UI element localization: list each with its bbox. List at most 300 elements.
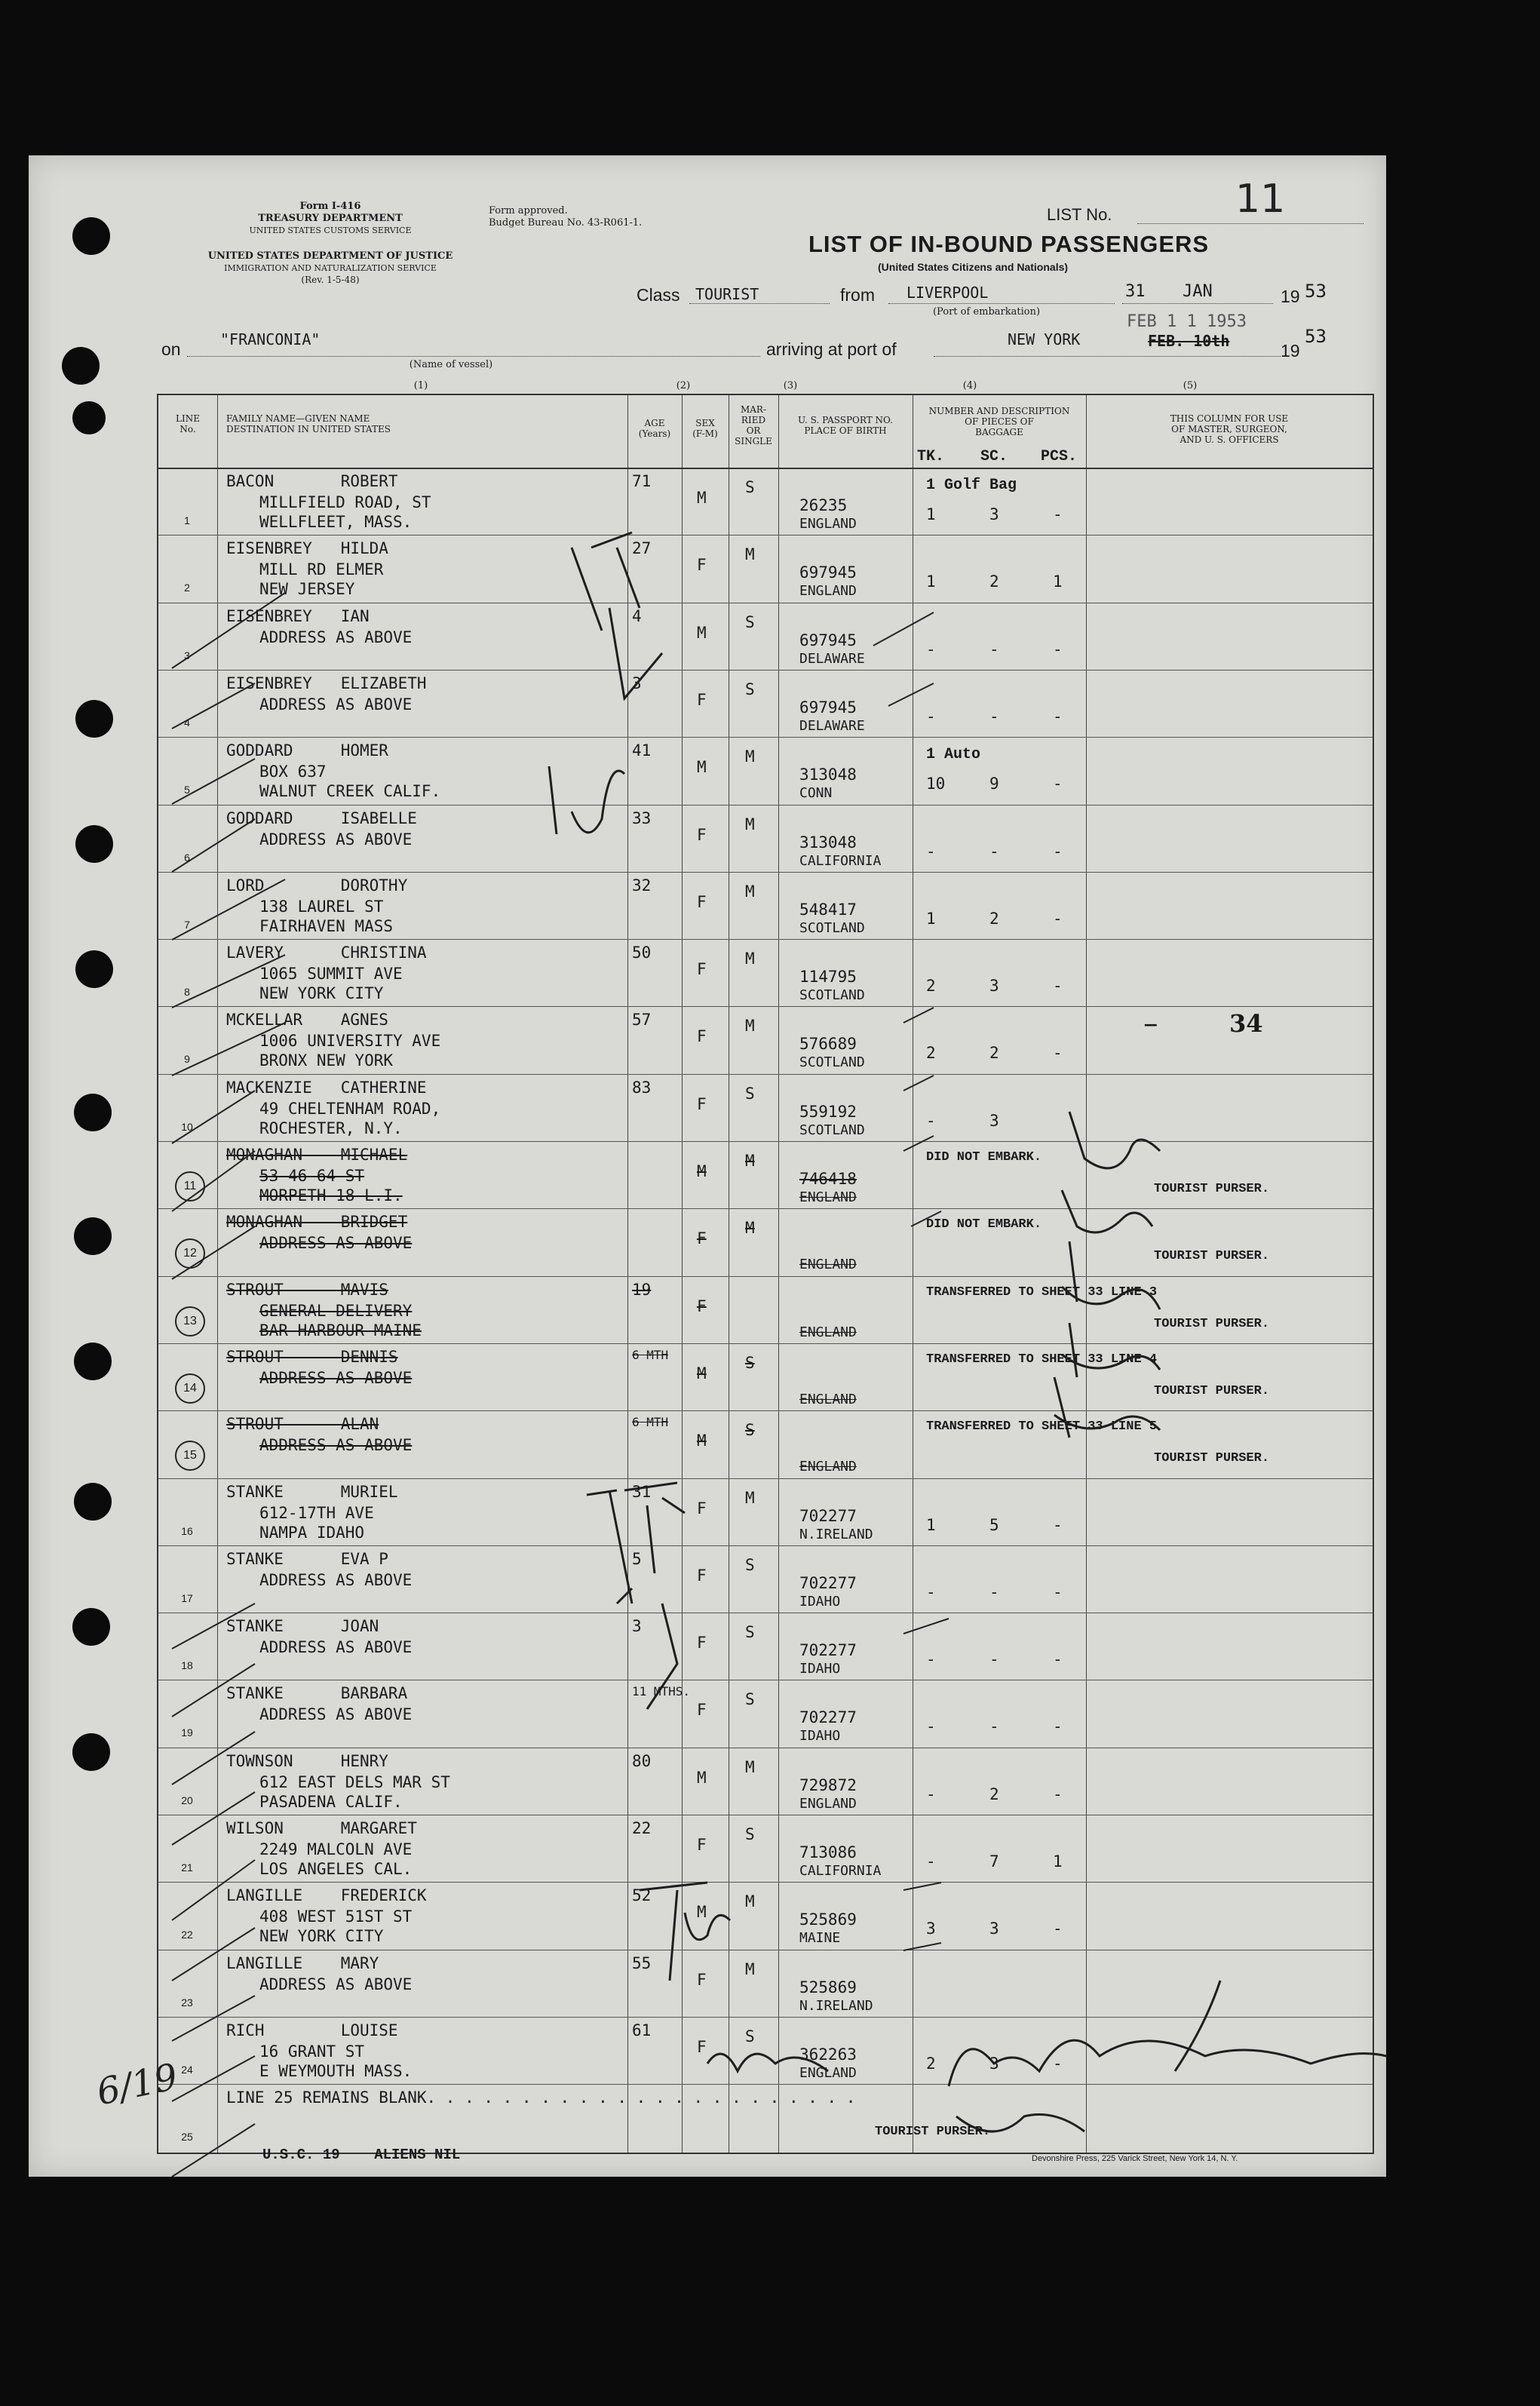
baggage-sc: -: [989, 842, 999, 861]
passenger-age: 19: [632, 1280, 652, 1299]
passenger-name: STANKE EVA P: [226, 1549, 388, 1568]
passenger-sex: M: [697, 489, 707, 507]
baggage-sc: 2: [989, 1044, 999, 1063]
passport-number: 548417: [799, 900, 857, 919]
passenger-sex: M: [697, 1162, 707, 1180]
passport-number: 525869: [799, 1910, 857, 1929]
list-no-value: 11: [1235, 176, 1286, 222]
row-number: 20: [181, 1794, 193, 1806]
baggage-sc: -: [989, 1582, 999, 1601]
baggage-tk: -: [926, 1717, 936, 1736]
passenger-marital: M: [745, 815, 755, 833]
passenger-address-1: 2249 MALCOLN AVE: [259, 1840, 413, 1858]
passenger-sex: M: [697, 1364, 707, 1383]
row-number: 24: [181, 2063, 193, 2076]
row-divider: [158, 939, 1373, 940]
passenger-marital: S: [745, 1555, 755, 1574]
col-divider: [217, 395, 218, 2153]
row-number-circled: 13: [175, 1306, 205, 1336]
passenger-address-1: MILL RD ELMER: [259, 560, 384, 579]
passenger-name: GODDARD ISABELLE: [226, 809, 417, 827]
baggage-sc: 9: [989, 775, 999, 793]
passenger-age: 50: [632, 944, 652, 962]
list-no-label: LIST No.: [1047, 205, 1112, 224]
baggage-pcs: -: [1053, 1785, 1063, 1803]
col-header-passport: U. S. PASSPORT NO. PLACE OF BIRTH: [798, 415, 893, 436]
passenger-marital: M: [745, 1959, 755, 1978]
punch-hole: [74, 1483, 112, 1521]
passport-number: 702277: [799, 1506, 857, 1525]
vessel-label: (Name of vessel): [409, 359, 493, 370]
row-number-circled: 14: [175, 1373, 205, 1404]
passenger-marital: M: [745, 1892, 755, 1911]
punch-hole: [72, 217, 110, 255]
passenger-marital: M: [745, 1757, 755, 1776]
baggage-pcs: -: [1053, 1717, 1063, 1736]
passenger-sex: F: [697, 1297, 707, 1315]
baggage-tk: -: [926, 640, 936, 658]
passport-number: 26235: [799, 496, 848, 514]
baggage-sc: 2: [989, 572, 999, 591]
passenger-sex: F: [697, 892, 707, 911]
customs-service: UNITED STATES CUSTOMS SERVICE: [249, 226, 412, 235]
row-divider: [158, 1882, 1373, 1883]
row-divider: [158, 737, 1373, 738]
passenger-name: STANKE BARBARA: [226, 1684, 408, 1703]
col-header-married: MAR- RIED OR SINGLE: [735, 404, 772, 447]
passport-number: 313048: [799, 766, 857, 784]
passport-number: 697945: [799, 563, 857, 582]
passenger-address-1: ADDRESS AS ABOVE: [259, 1436, 413, 1455]
baggage-pcs: -: [1053, 775, 1063, 793]
col-divider: [778, 395, 779, 2153]
row-number: 18: [181, 1659, 193, 1672]
form-number: Form I-416: [299, 201, 361, 212]
justice-dept: UNITED STATES DEPARTMENT OF JUSTICE: [207, 250, 453, 262]
passenger-sex: F: [697, 690, 707, 709]
passport-number: 525869: [799, 1978, 857, 1996]
baggage-pcs: -: [1053, 977, 1063, 996]
passenger-marital: S: [745, 680, 755, 698]
arrive-year-prefix: 19: [1281, 341, 1300, 361]
baggage-tk: -: [926, 1785, 936, 1803]
passenger-sex: F: [697, 2037, 707, 2056]
punch-hole: [75, 825, 113, 863]
col-header-line: LINE No.: [176, 413, 200, 434]
class-line: [689, 303, 830, 304]
passenger-name: BACON ROBERT: [226, 472, 398, 490]
passport-number: 559192: [799, 1102, 857, 1121]
purser-signature-label: TOURIST PURSER.: [875, 2125, 991, 2140]
passenger-sex: M: [697, 1768, 707, 1787]
col-header-name: FAMILY NAME—GIVEN NAME DESTINATION IN UNITED STATES: [226, 413, 391, 434]
from-line: [888, 303, 1115, 304]
row-number: 23: [181, 1996, 193, 2009]
baggage-sc: 3: [989, 1920, 999, 1938]
arrive-line: [934, 356, 1281, 357]
row-divider: [158, 1410, 1373, 1411]
passenger-age: 32: [632, 876, 652, 895]
baggage-tk: -: [926, 842, 936, 861]
baggage-sc: -: [989, 1650, 999, 1669]
baggage-pcs: -: [1053, 1920, 1063, 1938]
passenger-name: LAVERY CHRISTINA: [226, 944, 427, 962]
passenger-age: 80: [632, 1751, 652, 1770]
passenger-age: 41: [632, 741, 652, 760]
passenger-marital: M: [745, 950, 755, 968]
col-num-4: (4): [962, 380, 977, 391]
passenger-sex: M: [697, 623, 707, 642]
baggage-pcs: -: [1053, 909, 1063, 928]
depart-day: 31: [1125, 282, 1146, 301]
passport-number: 697945: [799, 698, 857, 717]
margin-note: 6/19: [93, 2055, 182, 2114]
passenger-age: 31: [632, 1482, 652, 1501]
row-number: 19: [181, 1726, 193, 1739]
passenger-address-2: E WEYMOUTH MASS.: [259, 2061, 413, 2080]
baggage-note: DID NOT EMBARK.: [926, 1150, 1042, 1165]
passenger-address-1: ADDRESS AS ABOVE: [259, 1705, 413, 1724]
passenger-marital: S: [745, 478, 755, 496]
passenger-address-1: ADDRESS AS ABOVE: [259, 1570, 413, 1589]
row-number: 21: [181, 1861, 193, 1874]
baggage-tk: 1: [926, 1515, 936, 1534]
place-of-birth: ENGLAND: [799, 1257, 857, 1273]
passenger-address-2: PASADENA CALIF.: [259, 1792, 403, 1811]
passenger-table: [157, 394, 1374, 2154]
place-of-birth: IDAHO: [799, 1728, 841, 1745]
passport-number: 702277: [799, 1641, 857, 1660]
passenger-address-2: LOS ANGELES CAL.: [259, 1860, 413, 1878]
row-number: 5: [184, 784, 190, 796]
punch-hole: [74, 1343, 112, 1380]
passenger-age: 4: [632, 606, 642, 625]
passenger-sex: F: [697, 1094, 707, 1113]
place-of-birth: SCOTLAND: [799, 919, 865, 936]
purser-signature-label: TOURIST PURSER.: [1154, 1249, 1270, 1264]
passport-number: 746418: [799, 1170, 857, 1188]
place-of-birth: SCOTLAND: [799, 987, 865, 1004]
baggage-tk: -: [926, 707, 936, 726]
class-label: Class: [637, 285, 680, 305]
passenger-marital: S: [745, 2027, 755, 2045]
baggage-tk: 1: [926, 572, 936, 591]
passenger-marital: M: [745, 1219, 755, 1238]
passenger-sex: F: [697, 1970, 707, 1989]
row-number: 6: [184, 851, 190, 864]
baggage-tk: -: [926, 1650, 936, 1669]
baggage-tk: 3: [926, 1920, 936, 1938]
arrive-year: 53: [1305, 326, 1327, 347]
place-of-birth: DELAWARE: [799, 650, 865, 667]
passenger-address-2: FAIRHAVEN MASS: [259, 916, 394, 935]
passenger-name: MONAGHAN MICHAEL: [226, 1146, 408, 1164]
officer-note: 34: [1229, 1009, 1263, 1038]
baggage-note: TRANSFERRED TO SHEET 33 LINE 3: [926, 1284, 1158, 1300]
passport-number: 576689: [799, 1035, 857, 1054]
purser-signature-label: TOURIST PURSER.: [1154, 1451, 1270, 1466]
col-divider: [627, 395, 628, 2153]
passenger-address-1: ADDRESS AS ABOVE: [259, 628, 413, 646]
punch-hole: [72, 401, 106, 434]
row-divider: [158, 1006, 1373, 1007]
passenger-address-1: ADDRESS AS ABOVE: [259, 1638, 413, 1657]
place-of-birth: ENGLAND: [799, 1795, 857, 1812]
revision: (Rev. 1-5-48): [301, 275, 360, 285]
row-divider: [158, 1141, 1373, 1142]
passenger-marital: S: [745, 1623, 755, 1642]
passport-number: 702277: [799, 1708, 857, 1727]
col-header-pcs: PCS.: [1041, 448, 1078, 465]
baggage-sc: -: [989, 1717, 999, 1736]
passenger-address-1: 1006 UNIVERSITY AVE: [259, 1032, 441, 1051]
place-of-birth: ENGLAND: [799, 516, 857, 532]
baggage-note: TRANSFERRED TO SHEET 33 LINE 4: [926, 1352, 1158, 1367]
baggage-sc: 3: [989, 505, 999, 523]
purser-signature-label: TOURIST PURSER.: [1154, 1383, 1270, 1398]
baggage-sc: 5: [989, 1515, 999, 1534]
baggage-sc: 2: [989, 909, 999, 928]
passenger-name: MACKENZIE CATHERINE: [226, 1078, 427, 1097]
officer-dash: —: [1145, 1014, 1157, 1036]
place-of-birth: IDAHO: [799, 1593, 841, 1610]
punch-hole: [74, 1094, 112, 1131]
header-rule: [158, 468, 1373, 469]
page-title: LIST OF IN-BOUND PASSENGERS: [808, 231, 1210, 257]
passport-number: 697945: [799, 631, 857, 649]
passenger-address-2: BAR HARBOUR MAINE: [259, 1321, 422, 1340]
passenger-name: STANKE MURIEL: [226, 1482, 398, 1501]
passenger-marital: S: [745, 1084, 755, 1103]
place-of-birth: ENGLAND: [799, 1391, 857, 1407]
passenger-sex: F: [697, 556, 707, 575]
passport-number: 362263: [799, 2045, 857, 2064]
place-of-birth: SCOTLAND: [799, 1054, 865, 1071]
col-header-sc: SC.: [980, 448, 1008, 465]
col-divider: [1086, 395, 1087, 2153]
passenger-marital: S: [745, 1353, 755, 1372]
row-number: 17: [181, 1591, 193, 1604]
baggage-pcs: -: [1053, 640, 1063, 658]
passenger-age: 22: [632, 1819, 652, 1837]
passport-number: 702277: [799, 1573, 857, 1592]
passenger-sex: F: [697, 1229, 707, 1248]
page-subtitle: (United States Citizens and Nationals): [878, 261, 1069, 273]
passenger-age: 3: [632, 1617, 642, 1636]
passenger-marital: M: [745, 747, 755, 766]
baggage-note: TRANSFERRED TO SHEET 33 LINE 5: [926, 1419, 1158, 1435]
passenger-name: EISENBREY IAN: [226, 606, 370, 625]
passenger-name: LANGILLE MARY: [226, 1953, 379, 1972]
passport-number: 313048: [799, 833, 857, 852]
arriving-label: arriving at port of: [766, 339, 897, 359]
passenger-age: 52: [632, 1886, 652, 1905]
passenger-marital: M: [745, 1017, 755, 1036]
passenger-sex: F: [697, 1836, 707, 1854]
passenger-sex: F: [697, 960, 707, 979]
passenger-sex: F: [697, 1566, 707, 1585]
baggage-sc: -: [989, 707, 999, 726]
passenger-sex: M: [697, 1432, 707, 1450]
row-divider: [158, 1074, 1373, 1075]
baggage-pcs: 1: [1053, 572, 1063, 591]
purser-signature-label: TOURIST PURSER.: [1154, 1182, 1270, 1196]
passenger-name: MCKELLAR AGNES: [226, 1011, 388, 1030]
col-num-1: (1): [413, 380, 428, 391]
row-number-circled: 12: [175, 1238, 205, 1269]
punch-hole: [72, 1733, 110, 1771]
place-of-birth: CALIFORNIA: [799, 1863, 882, 1879]
from-value: LIVERPOOL: [907, 284, 989, 302]
baggage-tk: 2: [926, 977, 936, 996]
passenger-address-1: 138 LAUREL ST: [259, 897, 384, 916]
passenger-address-1: 612-17TH AVE: [259, 1503, 374, 1522]
punch-hole: [74, 1217, 112, 1255]
row-number: 16: [181, 1524, 193, 1537]
passenger-name: STROUT DENNIS: [226, 1347, 398, 1366]
row-number: 10: [181, 1120, 193, 1133]
passenger-marital: S: [745, 1825, 755, 1843]
passenger-address-1: 53-46 64 ST: [259, 1167, 365, 1185]
arrive-struck-date: FEB. 10th: [1148, 332, 1230, 350]
baggage-tk: -: [926, 1852, 936, 1870]
row-divider: [158, 872, 1373, 873]
punch-hole: [72, 1608, 110, 1646]
passport-number: 713086: [799, 1843, 857, 1861]
passenger-marital: S: [745, 612, 755, 631]
row-number: 1: [184, 514, 190, 526]
budget-bureau: Budget Bureau No. 43-R061-1.: [489, 217, 643, 229]
passenger-age: 5: [632, 1549, 642, 1568]
passenger-marital: M: [745, 1152, 755, 1170]
passenger-age: 83: [632, 1078, 652, 1097]
baggage-sc: -: [989, 640, 999, 658]
baggage-tk: 2: [926, 2054, 936, 2073]
baggage-pcs: 1: [1053, 1852, 1063, 1870]
row-number: 7: [184, 918, 190, 931]
passenger-name: LINE 25 REMAINS BLANK. . . . . . . . . . . . . . . . . . . . . . .: [226, 2088, 856, 2107]
place-of-birth: DELAWARE: [799, 717, 865, 734]
passenger-address-1: ADDRESS AS ABOVE: [259, 1234, 413, 1253]
arrive-stamp: FEB 1 1 1953: [1127, 312, 1247, 331]
passenger-marital: S: [745, 1421, 755, 1440]
punch-hole: [75, 950, 113, 988]
passenger-name: MONAGHAN BRIDGET: [226, 1213, 408, 1232]
department: TREASURY DEPARTMENT: [258, 213, 403, 224]
row-number: 4: [184, 716, 190, 729]
passenger-marital: M: [745, 1488, 755, 1507]
place-of-birth: IDAHO: [799, 1661, 841, 1677]
passenger-name: LORD DOROTHY: [226, 876, 408, 895]
row-divider: [158, 1545, 1373, 1546]
passenger-address-1: 49 CHELTENHAM ROAD,: [259, 1099, 441, 1118]
col-divider: [682, 395, 683, 2153]
passenger-address-2: NEW YORK CITY: [259, 1927, 384, 1946]
passenger-address-2: BRONX NEW YORK: [259, 1051, 394, 1070]
passenger-sex: F: [697, 825, 707, 844]
row-number: 2: [184, 582, 190, 594]
place-of-birth: ENGLAND: [799, 1324, 857, 1340]
passenger-address-2: WELLFLEET, MASS.: [259, 513, 413, 531]
place-of-birth: N.IRELAND: [799, 1997, 873, 2014]
punch-hole: [75, 700, 113, 738]
col-num-5: (5): [1183, 380, 1198, 391]
passenger-age: 3: [632, 674, 642, 692]
row-divider: [158, 1343, 1373, 1344]
row-number: 3: [184, 649, 190, 661]
passenger-age: 6 MTH: [632, 1347, 669, 1362]
baggage-sc: 3: [989, 1111, 999, 1130]
purser-signature-label: TOURIST PURSER.: [1154, 1316, 1270, 1331]
passenger-name: EISENBREY HILDA: [226, 539, 388, 558]
passenger-marital: M: [745, 882, 755, 901]
from-label: from: [840, 285, 875, 305]
baggage-pcs: -: [1053, 505, 1063, 523]
col-header-officers: THIS COLUMN FOR USE OF MASTER, SURGEON, AND U. S. OFFICERS: [1170, 413, 1289, 445]
passenger-address-1: 612 EAST DELS MAR ST: [259, 1772, 450, 1791]
baggage-sc: 2: [989, 1785, 999, 1803]
row-number-circled: 11: [175, 1171, 205, 1201]
on-label: on: [161, 339, 181, 359]
row-number: 25: [181, 2131, 193, 2144]
row-divider: [158, 2017, 1373, 2018]
embark-label: (Port of embarkation): [932, 306, 1041, 318]
row-divider: [158, 535, 1373, 536]
col-header-sex: SEX (F-M): [692, 418, 718, 439]
row-divider: [158, 2084, 1373, 2085]
passenger-address-1: BOX 637: [259, 763, 327, 781]
row-number-circled: 15: [175, 1441, 205, 1471]
passenger-name: EISENBREY ELIZABETH: [226, 674, 427, 692]
baggage-tk: 1: [926, 909, 936, 928]
footer-totals: U.S.C. 19 ALIENS NIL: [262, 2147, 461, 2163]
baggage-note: 1 Golf Bag: [926, 477, 1017, 494]
passenger-name: WILSON MARGARET: [226, 1819, 417, 1837]
baggage-pcs: -: [1053, 1515, 1063, 1534]
place-of-birth: ENGLAND: [799, 1189, 857, 1205]
list-no-line: [1137, 223, 1364, 224]
depart-month: JAN: [1183, 282, 1213, 301]
passenger-address-1: 408 WEST 51ST ST: [259, 1907, 413, 1926]
passenger-age: 71: [632, 472, 652, 490]
row-number: 8: [184, 986, 190, 999]
class-value: TOURIST: [695, 285, 759, 303]
passenger-sex: F: [697, 1499, 707, 1518]
passenger-address-1: ADDRESS AS ABOVE: [259, 695, 413, 714]
baggage-tk: 10: [926, 775, 946, 793]
passenger-address-1: 1065 SUMMIT AVE: [259, 965, 403, 984]
passenger-age: 33: [632, 809, 652, 827]
place-of-birth: ENGLAND: [799, 583, 857, 600]
passenger-sex: F: [697, 1701, 707, 1720]
baggage-note: DID NOT EMBARK.: [926, 1217, 1042, 1232]
passenger-address-1: ADDRESS AS ABOVE: [259, 1368, 413, 1387]
depart-year-prefix: 19: [1281, 287, 1300, 306]
row-divider: [158, 670, 1373, 671]
passport-number: 729872: [799, 1775, 857, 1794]
col-header-tk: TK.: [917, 448, 945, 465]
col-num-2: (2): [676, 380, 691, 391]
passenger-age: 27: [632, 539, 652, 558]
port-name: NEW YORK: [1008, 330, 1081, 348]
passenger-age: 55: [632, 1953, 652, 1972]
ins-service: IMMIGRATION AND NATURALIZATION SERVICE: [224, 263, 437, 273]
vessel-line: [187, 356, 760, 357]
row-divider: [158, 1276, 1373, 1277]
passenger-address-1: ADDRESS AS ABOVE: [259, 1975, 413, 1993]
passenger-name: STROUT MAVIS: [226, 1280, 388, 1299]
depart-line: [1122, 303, 1273, 304]
